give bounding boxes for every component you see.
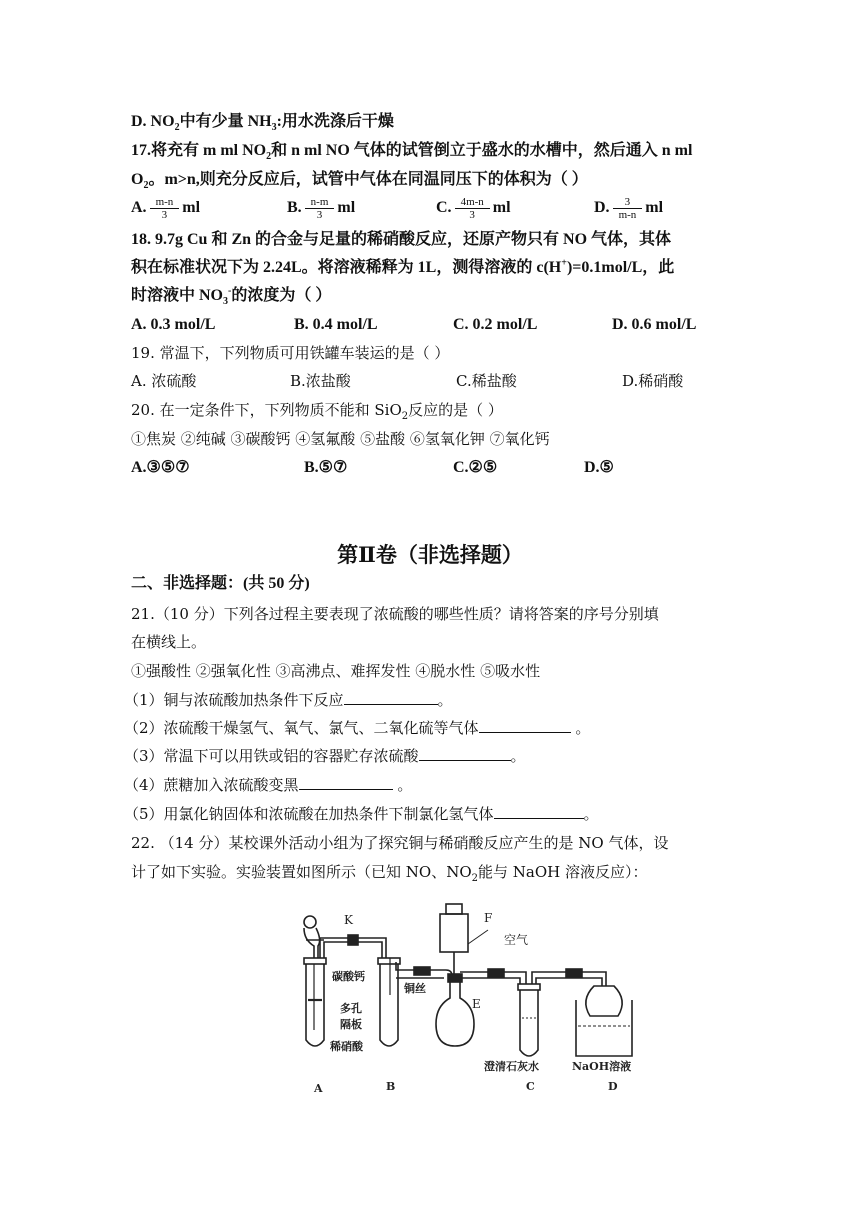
q17-a-num: m-n (150, 196, 180, 209)
q17-c-den: 3 (469, 209, 475, 221)
label-air: 空气 (504, 933, 529, 947)
q18-l3-sup: - (228, 285, 232, 297)
q19-option-b: B.浓盐酸 (290, 372, 351, 390)
q21-sub2-text: （2）浓硫酸干燥氢气、氧气、氯气、二氧化硫等气体 (124, 719, 479, 737)
q22-l2a: 计了如下实验。实验装置如图所示（已知 NO、NO (131, 863, 472, 881)
q21-stem-line2: 在横线上。 (131, 633, 207, 651)
syringe-f (440, 914, 468, 952)
tube-c-stopper (518, 984, 540, 990)
q17-c-fraction (455, 196, 490, 221)
q17-l1-sub: 2 (266, 151, 272, 163)
syringe-top (446, 904, 462, 914)
label-f: F (484, 911, 493, 925)
q18-stem-line1: 18. 9.7g Cu 和 Zn 的合金与足量的稀硝酸反应，还原产物只有 NO 气体，其体 (131, 231, 672, 248)
q18-l2b: )=0.1mol/L，此 (566, 259, 675, 276)
q17-option-a (131, 196, 200, 221)
q16-d-sub2: 3 (271, 122, 277, 134)
section-title: 第Ⅱ卷（非选择题） (337, 542, 523, 567)
q17-b-num: n-m (305, 196, 335, 209)
q17-d-unit: ml (645, 199, 664, 217)
q18-stem-line3 (131, 285, 331, 307)
q19-stem: 19. 常温下，下列物质可用铁罐车装运的是（ ） (131, 344, 450, 362)
q21-sub2-end: 。 (570, 719, 591, 737)
section-subtitle: 二、非选择题：(共 50 分) (131, 575, 310, 592)
label-b: B (386, 1080, 396, 1093)
q17-l1-b: 和 n ml NO 气体的试管倒立于盛水的水槽中，然后通入 n ml (271, 142, 693, 159)
q18-l2-sup: + (561, 257, 567, 269)
q18-option-b: B. 0.4 mol/L (294, 316, 378, 333)
label-dilute-acid: 稀硝酸 (330, 1040, 363, 1053)
label-naoh: NaOH溶液 (572, 1060, 632, 1073)
q17-b-den: 3 (316, 209, 323, 221)
q21-stem-line1: 21.（10 分）下列各过程主要表现了浓硫酸的哪些性质？请将答案的序号分别填 (131, 605, 659, 623)
q16-d-end: :用水洗涤后干燥 (276, 113, 394, 130)
q21-sub3-text: （3）常温下可以用铁或铝的容器贮存浓硫酸 (124, 747, 419, 765)
q17-option-c (436, 196, 511, 221)
label-porous-2: 隔板 (340, 1018, 362, 1031)
q16-d-mid: 中有少量 NH (179, 113, 272, 130)
q20-option-a: A.③⑤⑦ (131, 459, 190, 476)
q21-sub1 (124, 689, 453, 711)
label-a: A (314, 1082, 323, 1095)
q19-option-a: A. 浓硫酸 (131, 372, 197, 390)
q17-d-letter: D. (594, 199, 610, 217)
q17-a-den: 3 (161, 209, 168, 221)
q17-d-fraction (613, 196, 643, 221)
funnel-body (304, 928, 314, 958)
q21-properties: ①强酸性 ②强氧化性 ③高沸点、难挥发性 ④脱水性 ⑤吸水性 (131, 662, 541, 680)
q21-sub5-text: （5）用氯化钠固体和浓硫酸在加热条件下制氯化氢气体 (124, 805, 494, 823)
q18-l2a: 积在标准状况下为 2.24L。将溶液稀释为 1L，测得溶液的 c(H (131, 259, 562, 276)
tube-b (380, 964, 398, 1046)
q18-option-c: C. 0.2 mol/L (453, 316, 538, 333)
q22-l2b: 能与 NaOH 溶液反应）： (478, 863, 648, 881)
q17-l2-sub: 2 (143, 180, 149, 192)
beaker-d (576, 1000, 632, 1056)
inverted-funnel (586, 986, 622, 1016)
q17-l2: O (131, 171, 144, 188)
q16-d-sub: 2 (174, 122, 180, 134)
q21-sub5-end: 。 (583, 805, 599, 823)
label-limewater: 澄清石灰水 (484, 1060, 539, 1073)
q21-sub5 (124, 803, 599, 825)
q17-l1: 17.将充有 m ml NO (131, 142, 267, 159)
q21-sub4-blank[interactable] (299, 775, 393, 790)
q18-l3a: 时溶液中 NO (131, 287, 224, 304)
q17-b-fraction (305, 196, 335, 221)
q19-option-c: C.稀盐酸 (456, 372, 517, 390)
q21-sub4-end: 。 (392, 776, 413, 794)
q20-option-c: C.②⑤ (453, 459, 498, 476)
q20-stem-sub: 2 (401, 411, 409, 422)
label-d: D (608, 1080, 618, 1093)
q17-c-unit: ml (492, 199, 511, 217)
q17-l2-b: 。m>n,则充分反应后，试管中气体在同温同压下的体积为（ ） (148, 171, 588, 188)
q21-sub2 (124, 717, 590, 739)
tube-a-stopper (304, 958, 326, 964)
flask-e (436, 982, 474, 1046)
q17-c-num: 4m-n (455, 196, 490, 209)
q17-c-letter: C. (436, 199, 452, 217)
q21-sub2-blank[interactable] (479, 718, 571, 733)
q20-stem-a: 20. 在一定条件下，下列物质不能和 SiO (131, 401, 402, 419)
tube-c (520, 990, 538, 1056)
q21-sub3-blank[interactable] (419, 746, 511, 761)
q17-stem-line2 (131, 169, 588, 191)
q19-option-d: D.稀硝酸 (622, 372, 684, 390)
q22-stem-line1: 22. （14 分）某校课外活动小组为了探究铜与稀硝酸反应产生的是 NO 气体，设 (131, 834, 669, 852)
q17-a-letter: A. (131, 199, 147, 217)
q20-items: ①焦炭 ②纯碱 ③碳酸钙 ④氢氟酸 ⑤盐酸 ⑥氢氧化钾 ⑦氧化钙 (131, 430, 550, 448)
q22-stem-line2 (131, 861, 647, 883)
label-copper-wire: 铜丝 (404, 982, 426, 995)
label-porous-1: 多孔 (340, 1002, 362, 1015)
q18-option-d: D. 0.6 mol/L (612, 316, 697, 333)
q17-option-b (287, 196, 355, 221)
q18-l3-sub: 3 (223, 296, 229, 308)
q17-b-unit: ml (337, 199, 356, 217)
q18-option-a: A. 0.3 mol/L (131, 316, 216, 333)
q17-a-fraction (150, 196, 180, 221)
q21-sub3 (124, 745, 526, 767)
label-e: E (472, 997, 481, 1011)
q17-stem-line1 (131, 140, 692, 162)
funnel-stopper (304, 916, 316, 928)
q22-l2-sub: 2 (471, 873, 478, 884)
flask-e-stopper (448, 974, 462, 982)
q21-sub1-text: （1）铜与浓硫酸加热条件下反应 (124, 691, 344, 709)
q21-sub3-end: 。 (510, 747, 526, 765)
q17-d-den: m-n (618, 209, 637, 221)
q17-d-num: 3 (613, 196, 643, 209)
q21-sub4 (124, 774, 412, 796)
q18-l3b: 的浓度为（ ） (231, 287, 332, 304)
tube-a (306, 964, 324, 1046)
q17-a-unit: ml (182, 199, 201, 217)
q20-option-b: B.⑤⑦ (304, 459, 348, 476)
q16-d-text: D. NO (131, 113, 175, 130)
q21-sub1-blank[interactable] (344, 690, 438, 705)
label-k: K (344, 913, 353, 927)
q17-b-letter: B. (287, 199, 302, 217)
q21-sub4-text: （4）蔗糖加入浓硫酸变黑 (124, 776, 299, 794)
apparatus-diagram (296, 900, 656, 1100)
q21-sub1-end: 。 (437, 691, 453, 709)
q21-sub5-blank[interactable] (494, 804, 584, 819)
q16-option-d (131, 111, 394, 133)
label-caco3: 碳酸钙 (332, 970, 365, 983)
label-c: C (526, 1080, 535, 1093)
clamp-k (348, 935, 358, 945)
q17-option-d (594, 196, 663, 221)
q20-stem (131, 399, 503, 421)
q18-stem-line2 (131, 257, 674, 279)
q20-option-d: D.⑤ (584, 459, 614, 476)
q20-stem-b: 反应的是（ ） (408, 401, 503, 419)
